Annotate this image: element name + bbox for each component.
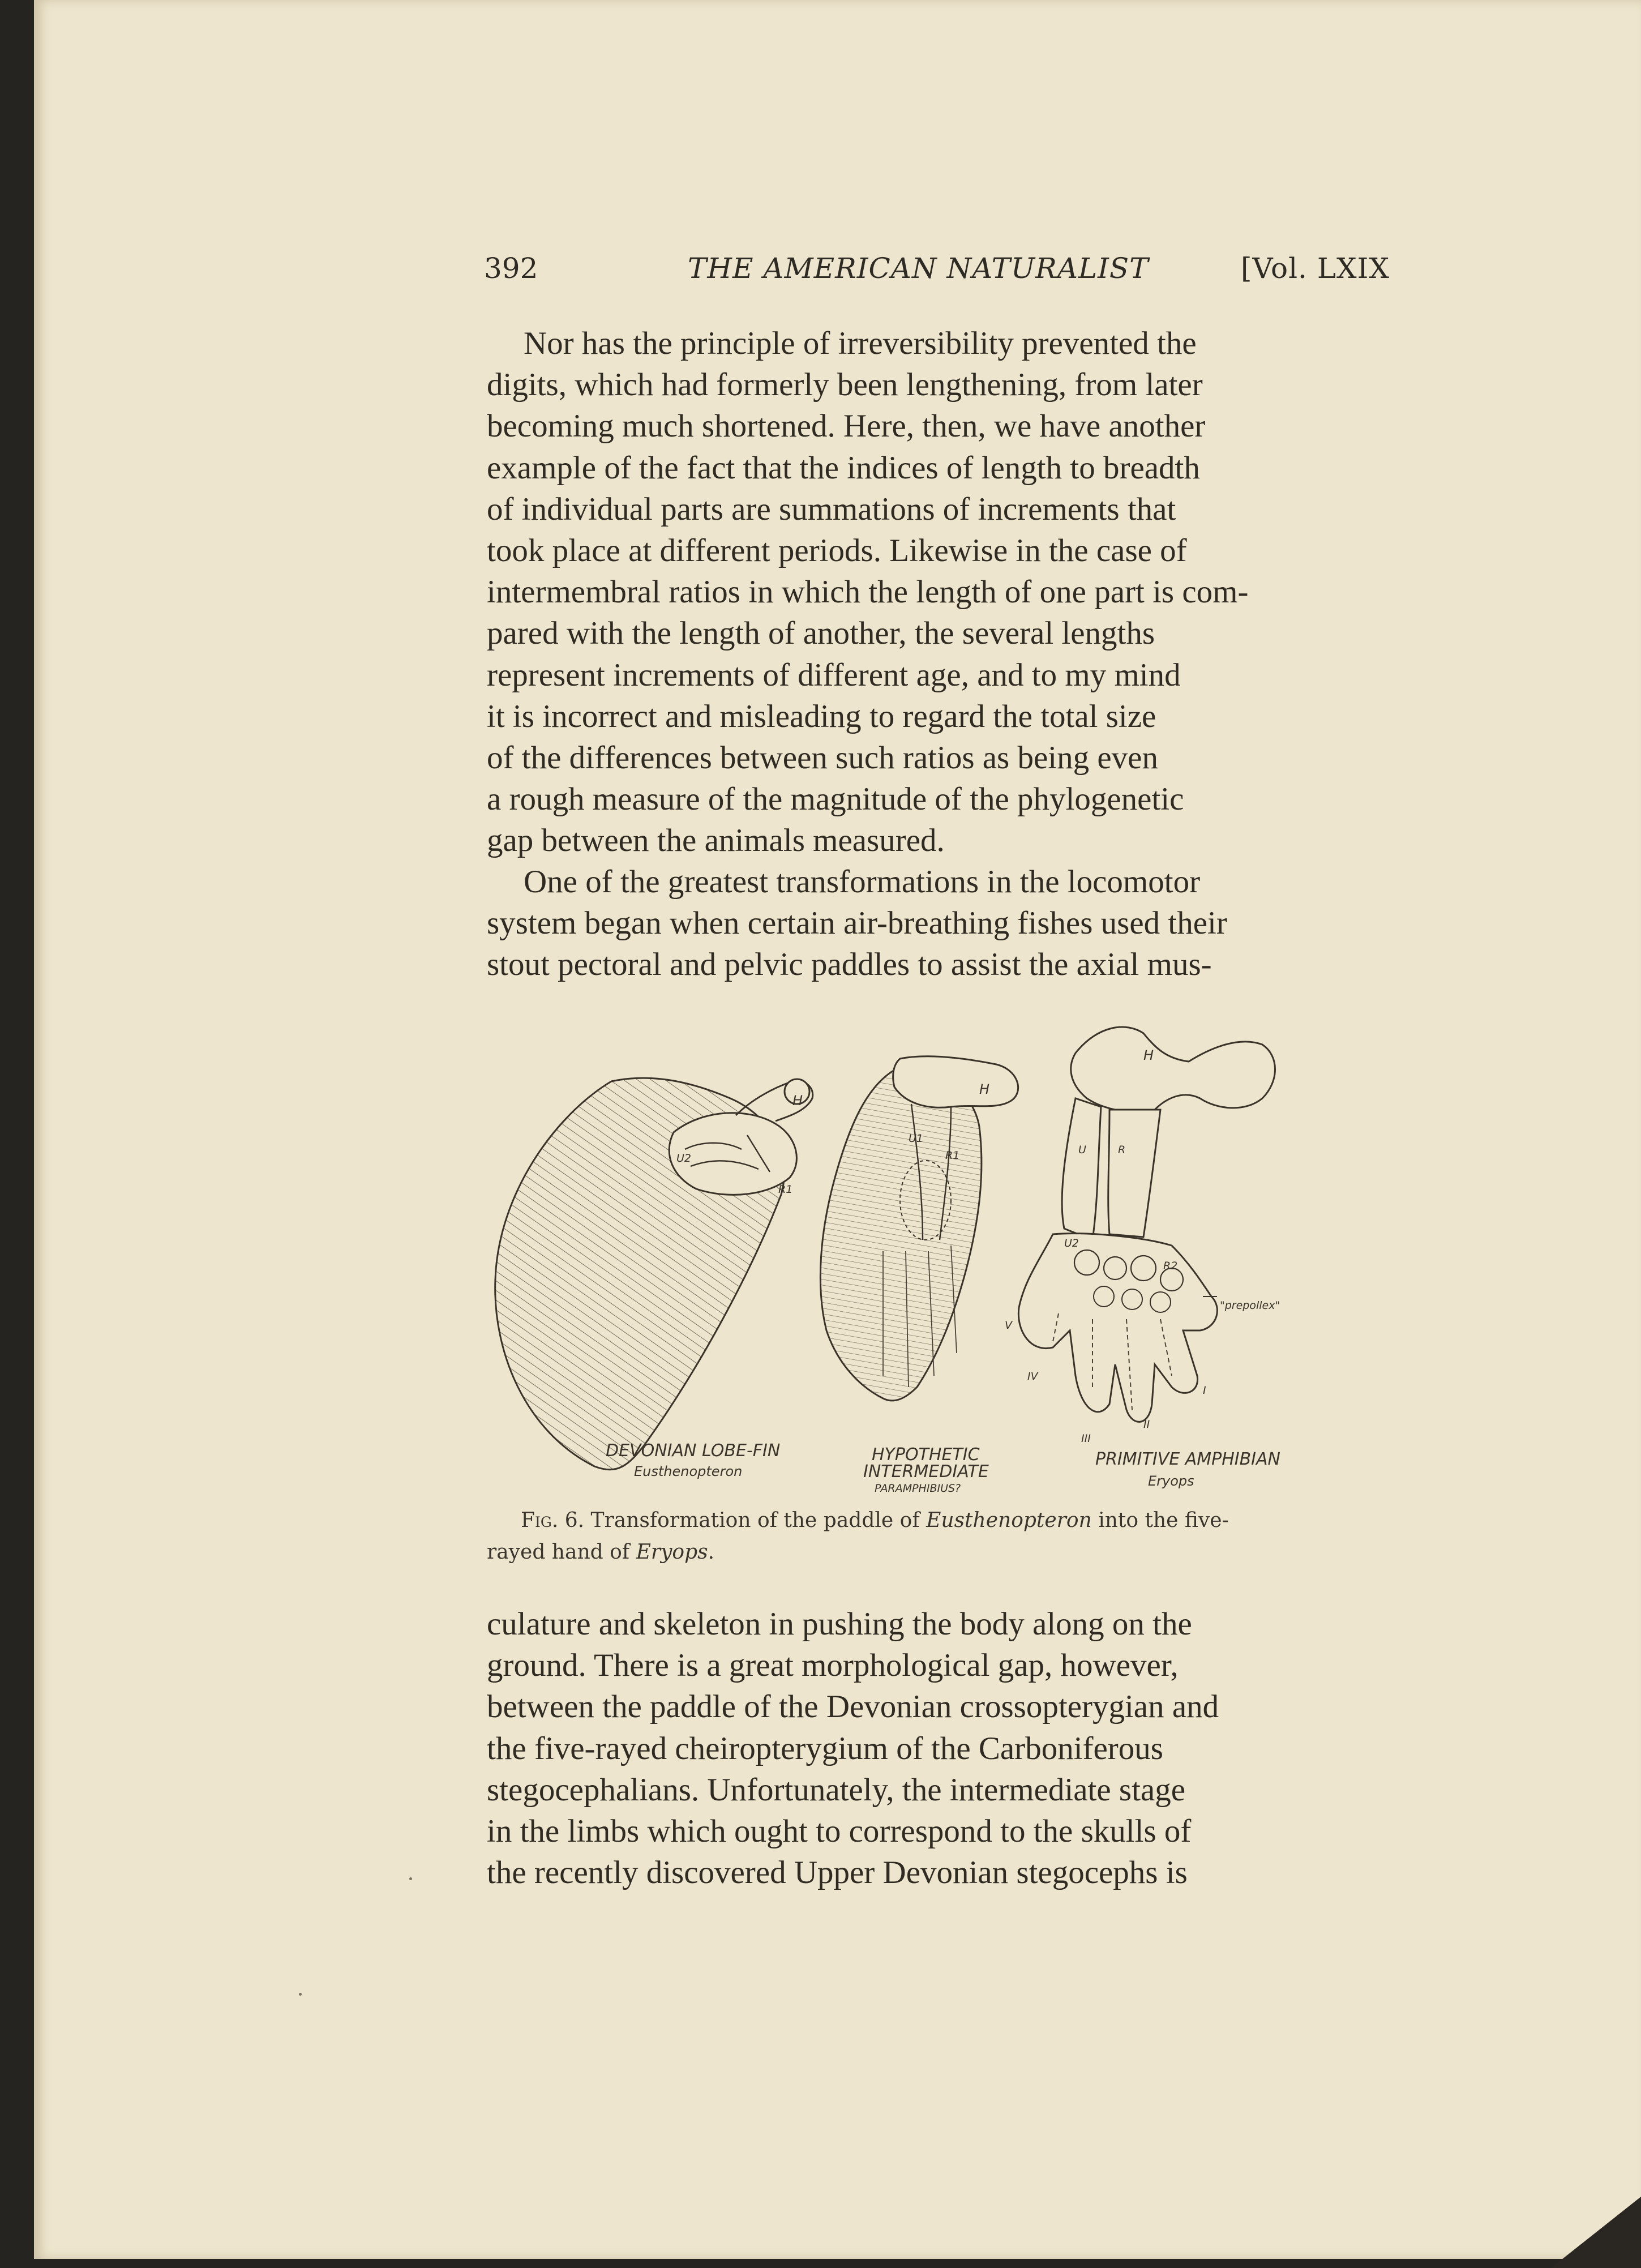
text-line: becoming much shortened. Here, then, we have another [487,408,1206,444]
label-digit-ii: II [1143,1418,1150,1431]
text-line: example of the fact that the indices of length to breadth [487,450,1200,486]
lobe-fin-drawing [495,1078,813,1470]
intermediate-limb-drawing [820,1056,1018,1401]
label-hypothetic: HYPOTHETIC [872,1445,980,1465]
figure-6 [487,1013,1393,1512]
text-line: culature and skeleton in pushing the body along on the [487,1606,1192,1642]
label-eusthenopteron: Eusthenopteron [634,1463,743,1479]
label-r1-mid: R1 [945,1149,960,1162]
text-line: the five-rayed cheiropterygium of the Carboniferous [487,1730,1163,1766]
text-line: the recently discovered Upper Devonian stegocephs is [487,1855,1188,1891]
paragraph-irreversibility [487,323,1390,862]
label-devonian-lobe-fin: DEVONIAN LOBE-FIN [606,1441,781,1461]
label-u-hand: U [1078,1144,1086,1156]
text-line: in the limbs which ought to correspond to the skulls of [487,1813,1192,1850]
label-digit-iv: IV [1027,1370,1038,1383]
text-line: of individual parts are summations of increments that [487,491,1176,527]
amphibian-hand-drawing [1018,1027,1275,1422]
text-line: digits, which had formerly been lengthening, from later [487,367,1203,403]
text-line: ground. There is a great morphological gap, however, [487,1647,1179,1684]
paper-speck [409,1877,412,1880]
label-digit-iii: III [1081,1432,1091,1445]
book-page [34,0,1641,2259]
text-line: system began when certain air-breathing fishes used their [487,905,1227,942]
text-line: between the paddle of the Devonian crossopterygian and [487,1689,1219,1725]
text-line: gap between the animals measured. [487,823,945,859]
text-line: Nor has the principle of irreversibility prevented the [524,326,1197,361]
caption-text-a: Transformation of the paddle of [590,1509,920,1532]
volume-label: [Vol. LXIX [1240,252,1390,285]
text-line: it is incorrect and misleading to regard the total size [487,698,1156,734]
text-line: a rough measure of the magnitude of the phylogenetic [487,781,1184,818]
label-r2-hand: R2 [1163,1260,1178,1272]
page-number: 392 [484,252,538,285]
label-eryops: Eryops [1148,1473,1194,1489]
text-line: took place at different periods. Likewise in the case of [487,533,1187,569]
label-digit-i: I [1203,1384,1206,1397]
text-line: represent increments of different age, and to my mind [487,657,1181,693]
label-intermediate: INTERMEDIATE [863,1462,989,1482]
label-h-hand: H [1143,1047,1154,1063]
caption-genus-eryops: Eryops [636,1540,708,1564]
figure-illustration [487,1013,1393,1512]
caption-text-d: . [708,1540,715,1564]
paragraph-morphological-gap [487,1603,1390,1893]
caption-text-c: rayed hand of [487,1540,630,1564]
text-line: One of the greatest transformations in the locomotor [524,864,1201,900]
caption-text-b: into the five- [1098,1509,1229,1532]
label-paramphibius: PARAMPHIBIUS? [875,1482,961,1495]
label-u1-mid: U1 [909,1132,923,1145]
label-prepollex: "prepollex" [1220,1299,1280,1312]
figure-caption [521,1505,1390,1537]
label-u2-hand: U2 [1064,1237,1079,1249]
label-h-mid: H [979,1081,990,1097]
figure-number: Fig. 6. [521,1509,585,1532]
text-line: stegocephalians. Unfortunately, the intermediate stage [487,1771,1186,1808]
label-primitive-amphibian: PRIMITIVE AMPHIBIAN [1095,1449,1280,1469]
label-digit-v: V [1005,1319,1012,1332]
text-line: of the differences between such ratios as being even [487,740,1158,776]
text-line: pared with the length of another, the several lengths [487,615,1155,652]
text-line: intermembral ratios in which the length of one part is com- [487,574,1249,610]
journal-title: THE AMERICAN NATURALIST [688,252,1149,285]
label-u2-fin: U2 [676,1152,691,1165]
label-r1-fin: R1 [778,1183,793,1196]
figure-caption-line-2 [487,1537,714,1568]
caption-genus-eusthenopteron: Eusthenopteron [926,1509,1092,1532]
paragraph-transformations [487,861,1390,986]
text-line: stout pectoral and pelvic paddles to assist the axial mus- [487,947,1212,983]
paper-speck [299,1993,302,1996]
running-header [484,252,1390,292]
label-r-hand: R [1118,1144,1126,1156]
label-h-fin: H [792,1093,803,1109]
